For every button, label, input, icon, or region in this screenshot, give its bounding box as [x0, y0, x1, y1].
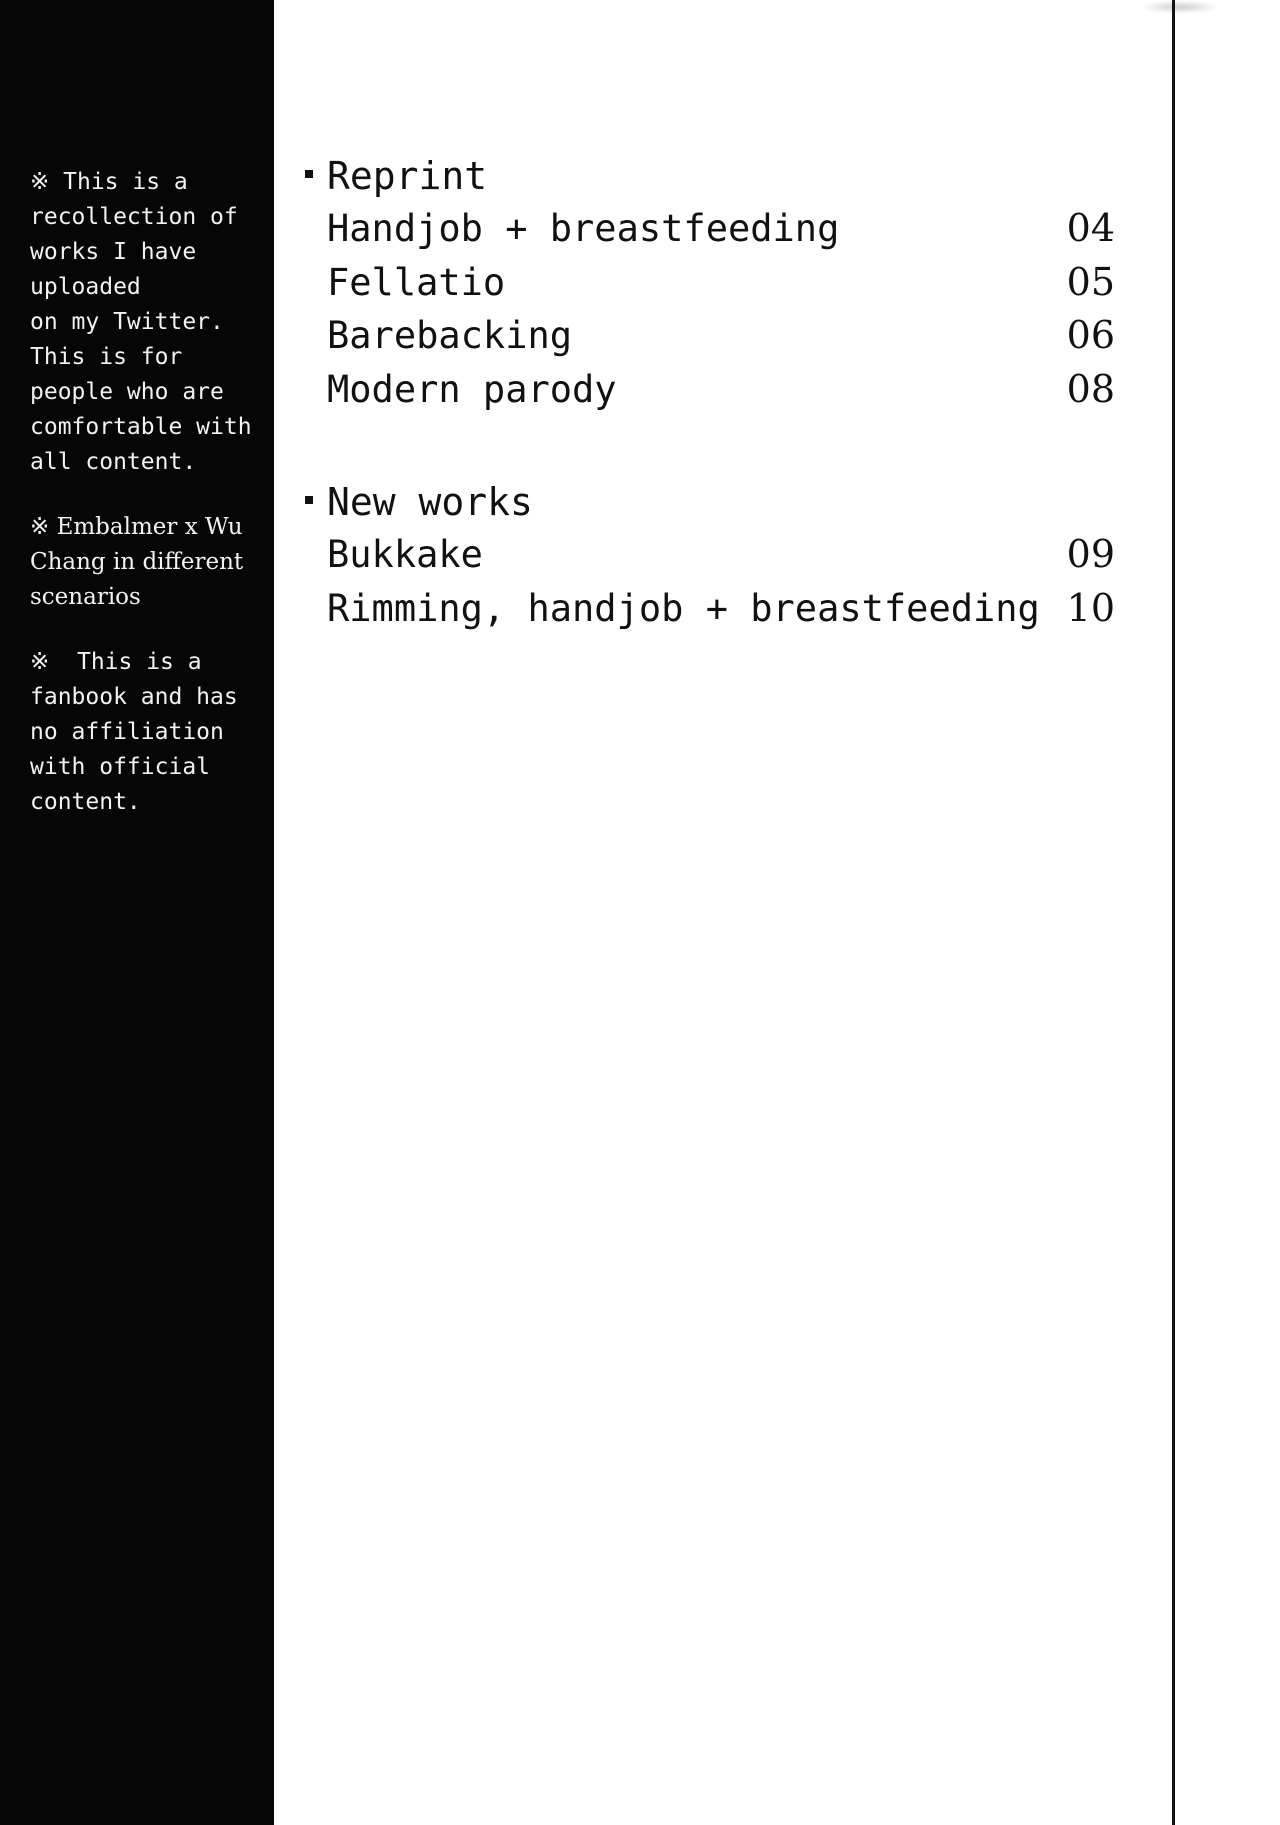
toc-entry-page: 04 [1066, 206, 1115, 250]
toc-entry [305, 202, 1115, 256]
toc-entry-title: Fellatio [327, 260, 506, 304]
note-line: people who are [30, 379, 224, 405]
note-line: ※ Embalmer x Wu [30, 514, 243, 540]
toc-section-new-works [305, 476, 1115, 635]
toc-entry [305, 582, 1115, 636]
toc-entry [305, 528, 1115, 582]
page-edge-rule [1172, 0, 1175, 1825]
toc-entry-title: Barebacking [327, 314, 573, 357]
toc-entry [305, 363, 1115, 417]
table-of-contents [305, 150, 1115, 695]
toc-entry-page: 09 [1066, 532, 1115, 576]
section-heading-text: Reprint [327, 154, 488, 198]
toc-entry-title: Rimming, handjob + breastfeeding [327, 586, 1040, 630]
toc-entry-title: Modern parody [327, 367, 617, 411]
toc-entry-title: Handjob + breastfeeding [327, 207, 840, 250]
toc-entry-title: Bukkake [327, 533, 483, 576]
note-line: with official [30, 754, 211, 780]
note-line: Chang in different [30, 549, 244, 575]
note-line: all content. [30, 449, 197, 475]
bullet-icon [305, 170, 313, 178]
note-line: works I have [30, 239, 197, 265]
sidebar-panel [0, 0, 274, 1825]
note-line: ※ This is a [30, 169, 188, 195]
toc-entry [305, 309, 1115, 363]
note-line: on my Twitter. [30, 309, 224, 335]
toc-entry-page: 05 [1066, 259, 1115, 304]
note-line: ※ This is a [30, 649, 202, 675]
note-line: comfortable with [30, 414, 252, 440]
toc-entry [305, 256, 1115, 310]
section-heading [305, 476, 1115, 528]
note-recollection [30, 165, 270, 480]
note-scenarios [30, 510, 270, 615]
toc-entry-page: 06 [1066, 313, 1115, 357]
note-line: content. [30, 789, 141, 815]
note-line: fanbook and has [30, 684, 238, 710]
toc-section-reprint [305, 150, 1115, 416]
toc-entry-page: 10 [1066, 585, 1115, 630]
bullet-icon [305, 496, 313, 504]
section-heading [305, 150, 1115, 202]
scan-smudge [1140, 0, 1220, 14]
note-line: no affiliation [30, 719, 224, 745]
note-fanbook [30, 645, 270, 820]
note-line: scenarios [30, 584, 141, 610]
toc-entry-page: 08 [1066, 366, 1115, 411]
note-line: uploaded [30, 274, 141, 300]
sidebar-notes [30, 165, 270, 850]
section-heading-text: New works [327, 480, 533, 524]
note-line: recollection of [30, 204, 238, 230]
note-line: This is for [30, 344, 183, 370]
